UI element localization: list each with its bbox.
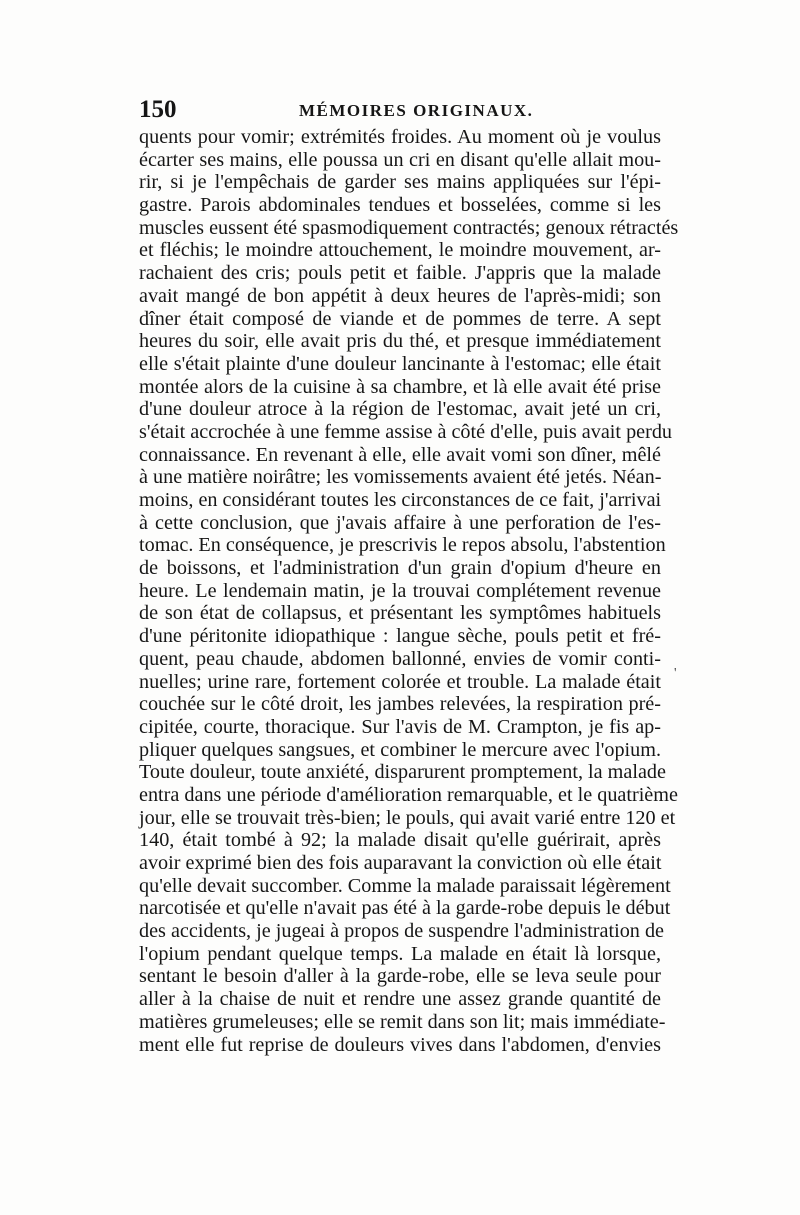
text-line: qu'elle devait succomber. Comme la malade paraissait légèrement xyxy=(139,874,671,897)
text-line: Toute douleur, toute anxiété, disparurent promptement, la malade xyxy=(139,761,666,784)
text-line: 140, était tombé à 92; la malade disait qu'elle guérirait, après xyxy=(139,829,661,852)
text-line: rir, si je l'empêchais de garder ses mains appliquées sur l'épi- xyxy=(139,171,661,194)
text-line: matières grumeleuses; elle se remit dans son lit; mais immédiate- xyxy=(139,1010,666,1033)
text-line: écarter ses mains, elle poussa un cri en disant qu'elle allait mou- xyxy=(139,148,661,171)
margin-mark: ' xyxy=(674,666,677,681)
running-head xyxy=(139,94,661,126)
text-line: jour, elle se trouvait très-bien; le pouls, qui avait varié entre 120 et xyxy=(139,806,676,829)
text-line: avoir exprimé bien des fois auparavant la conviction où elle était xyxy=(139,852,662,874)
running-title: MÉMOIRES ORIGINAUX. xyxy=(299,101,534,120)
text-line: et fléchis; le moindre attouchement, le moindre mouvement, ar- xyxy=(139,239,661,262)
text-line: dîner était composé de viande et de pommes de terre. A sept xyxy=(139,307,661,330)
text-line: gastre. Parois abdominales tendues et bosselées, comme si les xyxy=(139,194,661,217)
text-line: narcotisée et qu'elle n'avait pas été à la garde-robe depuis le début xyxy=(139,897,671,920)
text-line: à cette conclusion, que j'avais affaire à une perforation de l'es- xyxy=(139,511,661,534)
text-line: entra dans une période d'amélioration remarquable, et le quatrième xyxy=(139,783,678,806)
text-line: connaissance. En revenant à elle, elle avait vomi son dîner, mêlé xyxy=(139,443,661,466)
text-line: heure. Le lendemain matin, je la trouvai complétement revenue xyxy=(139,579,661,602)
text-line: muscles eussent été spasmodiquement contractés; genoux rétractés xyxy=(139,216,679,239)
text-line: montée alors de la cuisine à sa chambre, et là elle avait été prise xyxy=(139,375,661,398)
text-line: rachaient des cris; pouls petit et faible. J'appris que la malade xyxy=(139,262,661,285)
text-line: ment elle fut reprise de douleurs vives dans l'abdomen, d'envies xyxy=(139,1033,661,1056)
text-line: sentant le besoin d'aller à la garde-robe, elle se leva seule pour xyxy=(139,965,661,988)
text-line: des accidents, je jugeai à propos de suspendre l'administration de xyxy=(139,920,664,943)
text-line: heures du soir, elle avait pris du thé, et presque immédiatement xyxy=(139,330,661,353)
text-line: nuelles; urine rare, fortement colorée et trouble. La malade était xyxy=(139,670,661,693)
text-line: de son état de collapsus, et présentant les symptômes habituels xyxy=(139,602,661,625)
text-line: pliquer quelques sangsues, et combiner le mercure avec l'opium. xyxy=(139,738,661,761)
text-line: quents pour vomir; extrémités froides. Au moment où je voulus xyxy=(139,126,661,148)
text-line: l'opium pendant quelque temps. La malade en était là lorsque, xyxy=(139,942,661,965)
text-line: cipitée, courte, thoracique. Sur l'avis de M. Crampton, je fis ap- xyxy=(139,715,661,738)
body-text xyxy=(139,126,679,1056)
text-line: de boissons, et l'administration d'un grain d'opium d'heure en xyxy=(139,557,661,580)
text-line: d'une péritonite idiopathique : langue sèche, pouls petit et fré- xyxy=(139,625,661,648)
text-line: quent, peau chaude, abdomen ballonné, envies de vomir conti- xyxy=(139,647,661,670)
text-line: avait mangé de bon appétit à deux heures de l'après-midi; son xyxy=(139,284,661,307)
page-number: 150 xyxy=(139,96,177,123)
text-line: s'était accrochée à une femme assise à côté d'elle, puis avait perdu xyxy=(139,420,673,443)
text-line: d'une douleur atroce à la région de l'estomac, avait jeté un cri, xyxy=(139,398,661,421)
text-line: couchée sur le côté droit, les jambes relevées, la respiration pré- xyxy=(139,693,661,716)
text-line: tomac. En conséquence, je prescrivis le repos absolu, l'abstention xyxy=(139,534,666,557)
text-line: à une matière noirâtre; les vomissements avaient été jetés. Néan- xyxy=(139,466,662,489)
text-line: moins, en considérant toutes les circonstances de ce fait, j'arrivai xyxy=(139,489,662,511)
text-line: aller à la chaise de nuit et rendre une assez grande quantité de xyxy=(139,988,661,1011)
text-line: elle s'était plainte d'une douleur lancinante à l'estomac; elle était xyxy=(139,352,661,375)
